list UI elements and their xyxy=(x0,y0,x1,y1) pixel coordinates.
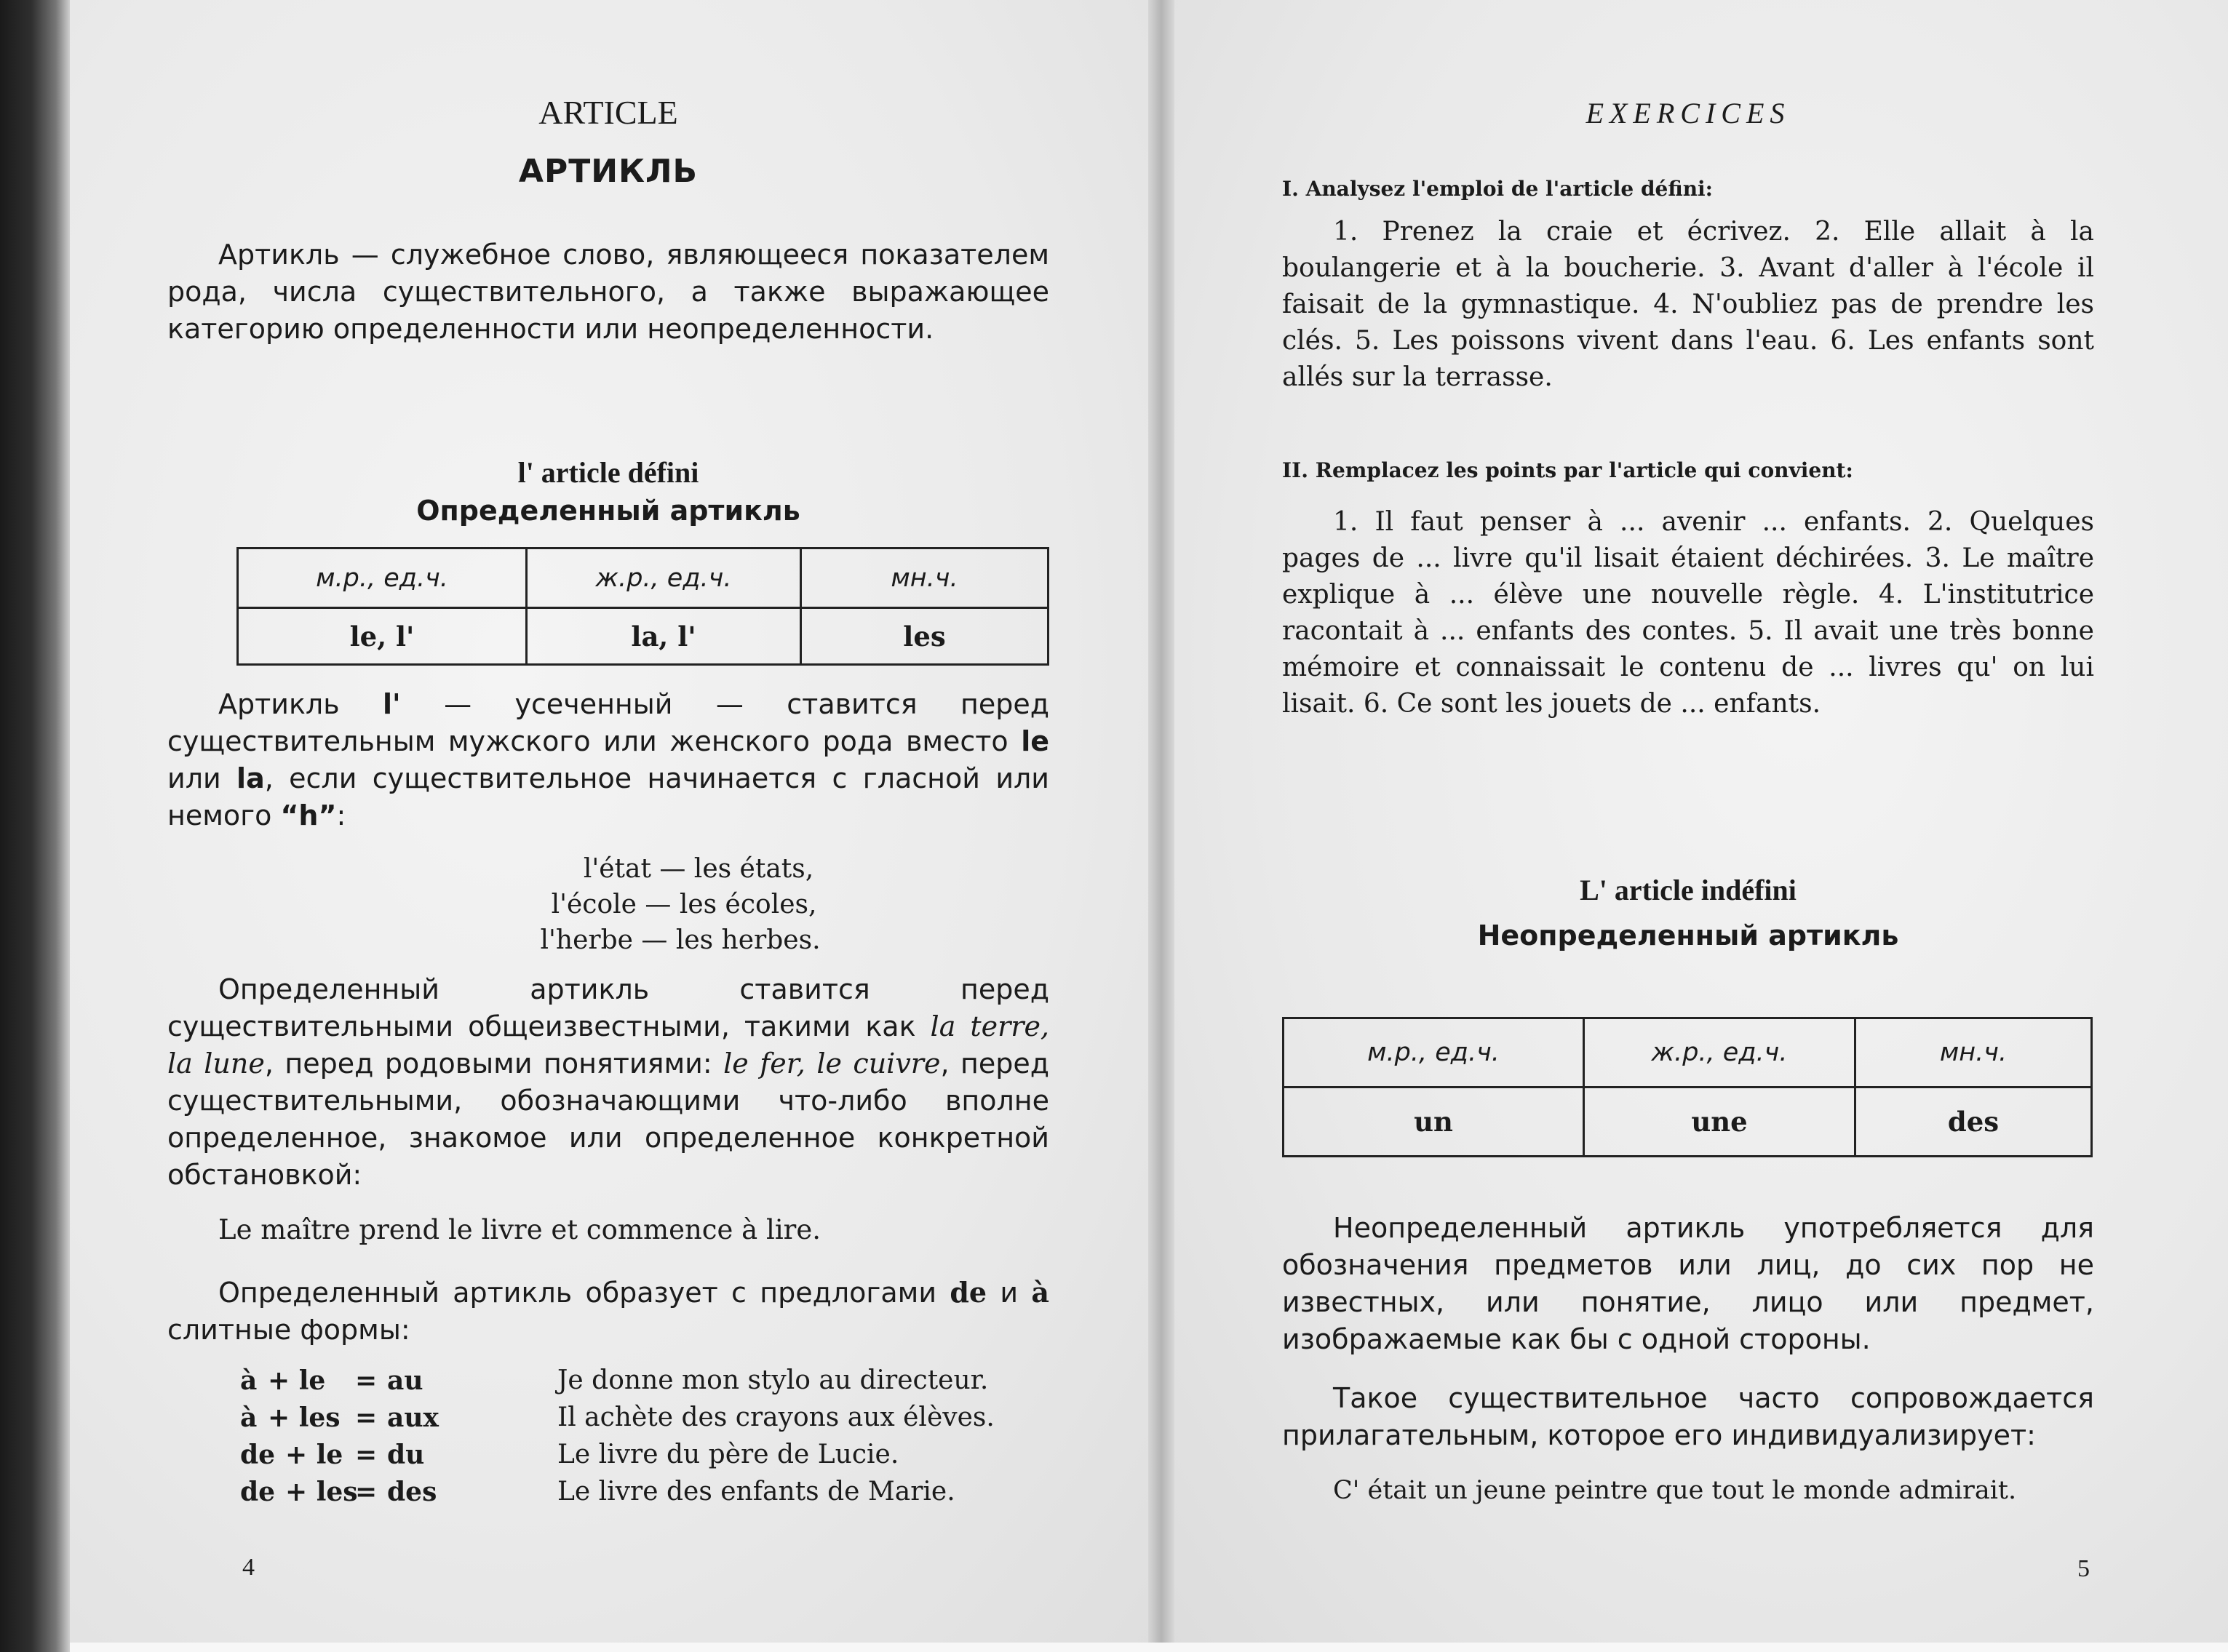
usage-italic-2: le fer, le cuivre xyxy=(723,1048,941,1080)
elision-text-5: : xyxy=(336,799,346,831)
exercices-heading: EXERCICES xyxy=(1586,97,1791,129)
contraction-row xyxy=(167,1365,1049,1402)
exercise-2-text: 1. Il faut penser à ... avenir ... enfants. 2. Quelques pages de ... livre qu'il lisait étaient déchirées. 3. Le maître explique à ... élève une nouvelle règle. 4. L'institutrice racontait à ... enfants des contes. 5. Il avait une très bonne mémoire et connaissait le contenu de ... livres qu' on lui lisait. 6. Ce sont les jouets de ... enfants. xyxy=(1282,507,2094,719)
usage-example: Le maître prend le livre et commence à lire. xyxy=(218,1214,821,1245)
book-gutter xyxy=(1148,0,1174,1652)
contraction-text-1: Определенный артикль образует с предлогами xyxy=(218,1277,950,1309)
exercise-1-instruction: I. Analysez l'emploi de l'article défini: xyxy=(1282,177,1714,201)
adj-example: C' était un jeune peintre que tout le monde admirait. xyxy=(1333,1476,2017,1505)
table-header-fem: ж.р., ед.ч. xyxy=(1584,1018,1855,1088)
usage-paragraph xyxy=(167,971,1049,1194)
indef-usage-paragraph: Неопределенный артикль употребляется для обозначения предметов или лиц, до сих пор не известных, или понятие, лицо или предмет, изображаемые как бы с одной стороны. xyxy=(1282,1212,2094,1355)
usage-text-3: , перед существительными, обозначающими что-либо вполне определенное, знакомое или определенное конкретной обстановкой: xyxy=(167,1048,1050,1191)
indefini-heading xyxy=(1282,871,2094,954)
contraction-row xyxy=(167,1477,1049,1513)
table-cell-fem: une xyxy=(1584,1088,1855,1157)
contraction-paragraph xyxy=(167,1274,1049,1349)
contraction-paragraph-wrap xyxy=(167,1274,1049,1349)
scan-bottom-edge xyxy=(70,1643,2228,1652)
exercise-1-text: 1. Prenez la craie et écrivez. 2. Elle allait à la boulangerie et à la boucherie. 3. Avant d'aller à l'école il faisait de la gymnastique. 4. N'oubliez pas de prendre les clés. 5. Les poissons vivent dans l'eau. 6. Les enfants sont allés sur la terrasse. xyxy=(1282,217,2094,392)
contraction-table xyxy=(167,1365,1049,1525)
exercise-2 xyxy=(1282,458,2094,722)
table-header-masc: м.р., ед.ч. xyxy=(238,548,527,608)
contraction-prep: de xyxy=(240,1477,276,1507)
definite-article-table xyxy=(236,547,1049,666)
contraction-row xyxy=(167,1402,1049,1439)
defini-title-fr: l' article défini xyxy=(517,456,699,489)
contraction-form: des xyxy=(387,1477,437,1507)
title-ru: АРТИКЛЬ xyxy=(518,153,699,190)
elision-l: l' xyxy=(383,688,401,720)
contraction-plus: + le xyxy=(268,1365,326,1396)
elision-text-2: — усеченный — ставится перед существительным мужского или женского рода вместо xyxy=(167,688,1049,757)
contraction-form: aux xyxy=(387,1402,439,1433)
elision-text-3: или xyxy=(167,762,237,794)
elision-text-4: , если существительное начинается с гласной или немого xyxy=(167,762,1050,831)
elision-h: “h” xyxy=(280,799,337,831)
contraction-eq: = xyxy=(355,1402,378,1433)
contraction-prep: à xyxy=(240,1402,258,1433)
usage-italic-1: la terre, la lune xyxy=(167,1010,1050,1080)
indefini-title-fr: L' article indéfini xyxy=(1580,874,1797,906)
indefini-title-ru: Неопределенный артикль xyxy=(1477,919,1899,951)
indefinite-article-table xyxy=(1282,1017,2093,1157)
adj-example-wrap xyxy=(1282,1472,2094,1509)
elision-le: le xyxy=(1021,725,1049,757)
table-header-masc: м.р., ед.ч. xyxy=(1284,1018,1584,1088)
table-cell-fem: la, l' xyxy=(527,608,801,665)
intro-paragraph: Артикль — служебное слово, являющееся показателем рода, числа существительного, а также выражающее категорию определенности или неопределенности. xyxy=(167,239,1049,345)
contraction-example: Le livre du père de Lucie. xyxy=(557,1440,899,1469)
contraction-example: Il achète des crayons aux élèves. xyxy=(557,1402,995,1432)
elision-paragraph xyxy=(167,686,1049,834)
contraction-a: à xyxy=(1031,1276,1049,1309)
elision-example: l'état — les états, xyxy=(583,854,814,884)
title-fr: ARTICLE xyxy=(538,94,678,131)
elision-la: la xyxy=(236,762,265,794)
elision-text-1: Артикль xyxy=(218,688,383,720)
contraction-form: au xyxy=(387,1365,423,1396)
table-cell-plural: des xyxy=(1855,1088,2092,1157)
contraction-plus: + les xyxy=(268,1402,341,1433)
usage-paragraph-wrap xyxy=(167,971,1049,1194)
left-page-title xyxy=(167,93,1049,132)
defini-title-ru: Определенный артикль xyxy=(416,495,800,527)
table-cell-plural: les xyxy=(801,608,1049,665)
elision-paragraph-wrap xyxy=(167,686,1049,834)
adj-usage-paragraph: Такое существительное часто сопровождается прилагательным, которое его индивидуализирует: xyxy=(1282,1382,2094,1451)
contraction-plus: + les xyxy=(285,1477,358,1507)
table-header-plural: мн.ч. xyxy=(1855,1018,2092,1088)
elision-example: l'herbe — les herbes. xyxy=(540,925,821,955)
contraction-text-2: и xyxy=(987,1277,1032,1309)
adj-usage-wrap xyxy=(1282,1380,2094,1454)
elision-example: l'école — les écoles, xyxy=(551,890,817,919)
defini-heading xyxy=(167,454,1049,530)
elision-examples xyxy=(437,851,873,958)
exercise-2-instruction: II. Remplacez les points par l'article qui convient: xyxy=(1282,458,1853,482)
contraction-form: du xyxy=(387,1440,425,1470)
page-number-right: 5 xyxy=(2077,1555,2090,1582)
contraction-prep: de xyxy=(240,1440,276,1470)
contraction-eq: = xyxy=(355,1365,378,1396)
intro-paragraph-wrap xyxy=(167,236,1049,348)
contraction-example: Je donne mon stylo au directeur. xyxy=(557,1365,989,1395)
usage-text-1: Определенный артикль ставится перед существительными общеизвестными, такими как xyxy=(167,973,1049,1042)
usage-text-2: , перед родовыми понятиями: xyxy=(264,1048,724,1080)
contraction-prep: à xyxy=(240,1365,258,1396)
contraction-example: Le livre des enfants de Marie. xyxy=(557,1477,955,1507)
exercise-1 xyxy=(1282,177,2094,396)
contraction-de: de xyxy=(950,1276,987,1309)
table-header-plural: мн.ч. xyxy=(801,548,1049,608)
left-page-title-ru-wrap xyxy=(167,153,1049,190)
page-number-left: 4 xyxy=(242,1554,255,1581)
contraction-plus: + le xyxy=(285,1440,343,1470)
contraction-eq: = xyxy=(355,1477,378,1507)
table-header-fem: ж.р., ед.ч. xyxy=(527,548,801,608)
table-cell-masc: un xyxy=(1284,1088,1584,1157)
book-binding-edge xyxy=(0,0,70,1652)
contraction-text-3: слитные формы: xyxy=(167,1314,410,1346)
contraction-eq: = xyxy=(355,1440,378,1470)
table-cell-masc: le, l' xyxy=(238,608,527,665)
contraction-row xyxy=(167,1440,1049,1476)
indef-usage-wrap xyxy=(1282,1210,2094,1358)
usage-example-wrap xyxy=(167,1211,1049,1248)
